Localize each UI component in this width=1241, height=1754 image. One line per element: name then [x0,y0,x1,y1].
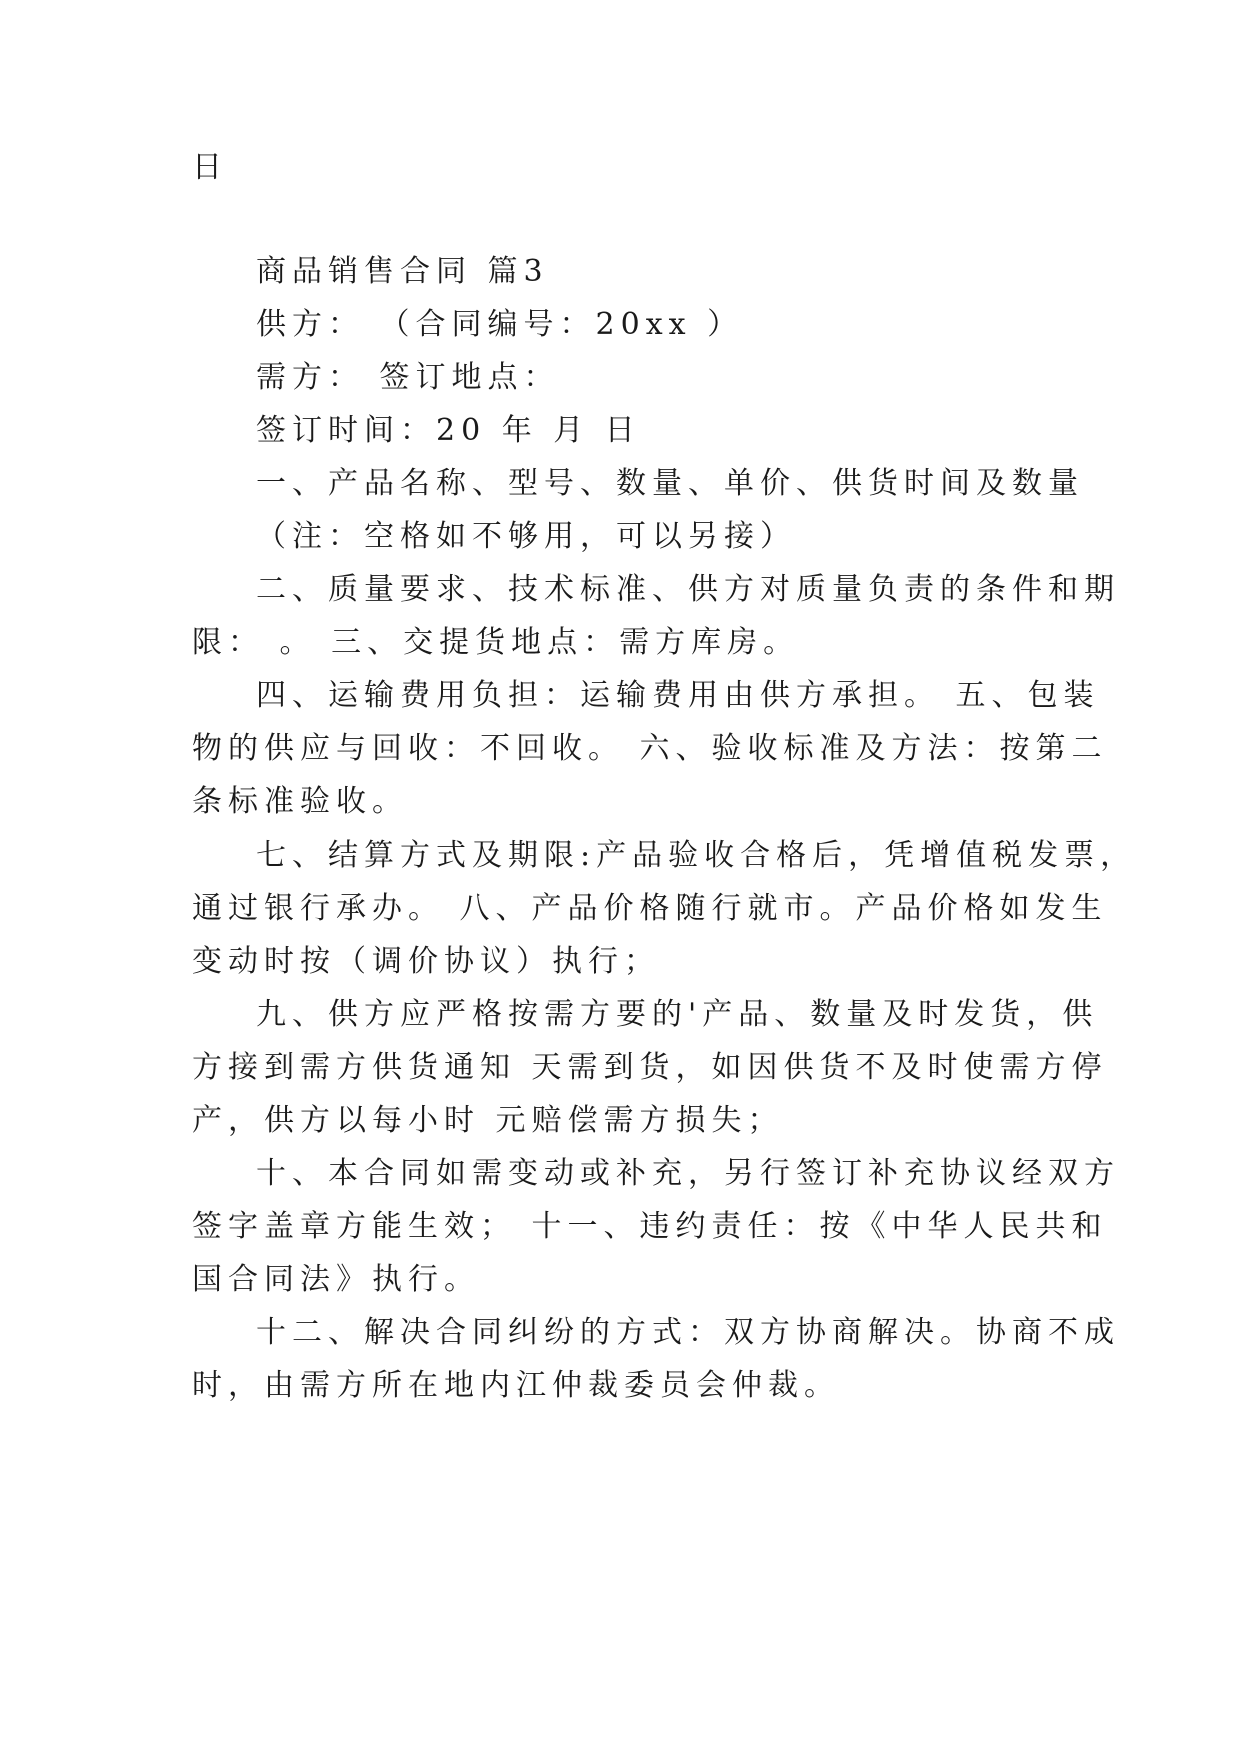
clause-7-line-1: 七、结算方式及期限:产品验收合格后，凭增值税发票， [256,838,1137,873]
clause-2-line-2: 限： 。 三、交提货地点：需方库房。 [192,625,800,660]
clause-1-note: （注：空格如不够用，可以另接） [256,519,796,554]
supplier-line: 供方： （合同编号：20xx ） [256,307,744,342]
clause-4-line-2: 物的供应与回收：不回收。 六、验收标准及方法：按第二 [192,731,1108,766]
clause-10-line-1: 十、本合同如需变动或补充，另行签订补充协议经双方 [256,1156,1120,1191]
date-fragment: 日 [192,150,228,185]
clause-4-line-3: 条标准验收。 [192,784,408,819]
buyer-line: 需方： 签订地点： [256,360,560,395]
clause-9-line-3: 产，供方以每小时 元赔偿需方损失； [192,1103,784,1138]
clause-9-line-1: 九、供方应严格按需方要的'产品、数量及时发货，供 [256,997,1099,1032]
clause-10-line-3: 国合同法》执行。 [192,1262,480,1297]
clause-4-line-1: 四、运输费用负担：运输费用由供方承担。 五、包装 [256,678,1100,713]
clause-7-line-2: 通过银行承办。 八、产品价格随行就市。产品价格如发生 [192,891,1108,926]
clause-12-line-2: 时，由需方所在地内江仲裁委员会仲裁。 [192,1368,840,1403]
clause-7-line-3: 变动时按（调价协议）执行； [192,944,660,979]
clause-1: 一、产品名称、型号、数量、单价、供货时间及数量 [256,466,1084,501]
contract-title: 商品销售合同 篇3 [256,254,549,289]
clause-12-line-1: 十二、解决合同纠纷的方式：双方协商解决。协商不成 [256,1315,1120,1350]
signing-date-line: 签订时间：20 年 月 日 [256,413,641,448]
clause-2-line-1: 二、质量要求、技术标准、供方对质量负责的条件和期 [256,572,1120,607]
clause-9-line-2: 方接到需方供货通知 天需到货，如因供货不及时使需方停 [192,1050,1108,1085]
clause-10-line-2: 签字盖章方能生效； 十一、违约责任：按《中华人民共和 [192,1209,1108,1244]
